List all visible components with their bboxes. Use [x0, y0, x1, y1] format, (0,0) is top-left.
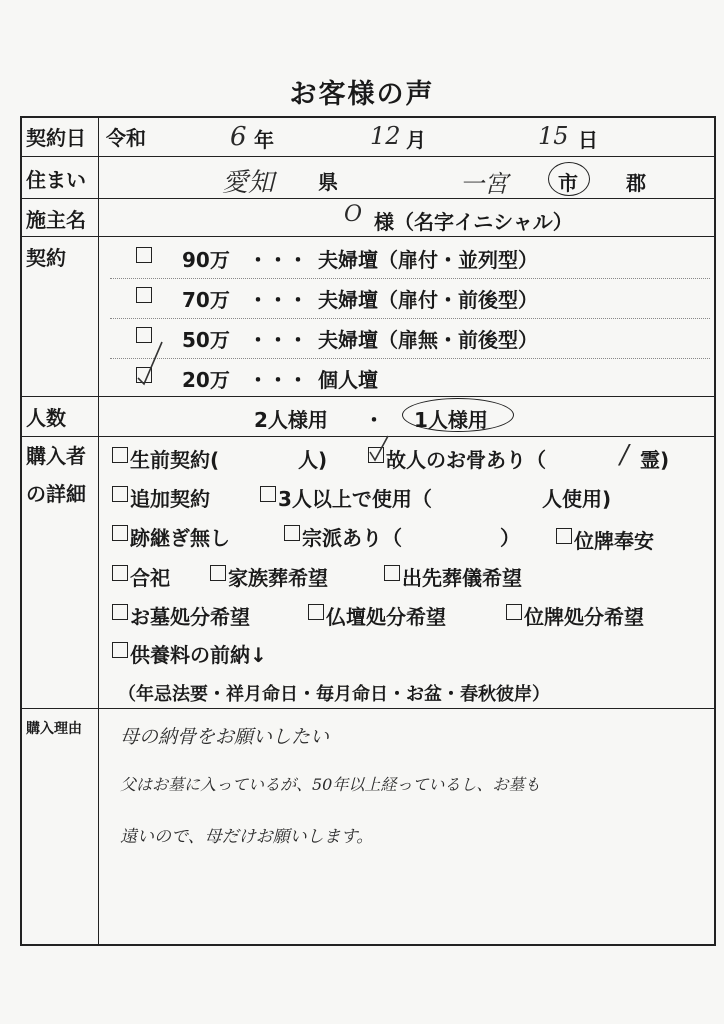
contract-option-type: 夫婦壇（扉付・並列型） — [318, 248, 538, 272]
contract-option-dots: ・・・ — [248, 248, 308, 272]
row-divider — [22, 198, 716, 199]
owner-initial-value[interactable]: O — [344, 202, 363, 227]
contract-option-dots: ・・・ — [248, 288, 308, 312]
offsite-funeral-label: 出先葬儀希望 — [402, 566, 522, 590]
memorial-note: （年忌法要・祥月命日・毎月命日・お盆・春秋彼岸） — [118, 684, 550, 705]
pre-contract-unit: 人) — [298, 448, 328, 472]
no-successor-checkbox[interactable] — [112, 525, 128, 541]
residence-label: 住まい — [26, 168, 86, 192]
contract-option-dots: ・・・ — [248, 368, 308, 392]
year-unit: 年 — [254, 128, 274, 152]
people-option-two[interactable]: 2人様用 — [254, 408, 328, 432]
sect-checkbox[interactable] — [284, 525, 300, 541]
people-option-one[interactable]: 1人様用 — [414, 408, 488, 432]
contract-label: 契約 — [26, 246, 66, 270]
month-unit: 月 — [406, 128, 426, 152]
offsite-funeral-checkbox[interactable] — [384, 565, 400, 581]
check-mark-icon — [132, 338, 172, 388]
additional-contract-checkbox[interactable] — [112, 486, 128, 502]
city-value[interactable]: 一宮 — [460, 170, 508, 198]
people-label: 人数 — [26, 406, 66, 430]
city-unit[interactable]: 市 — [558, 171, 578, 195]
tablet-enshrine-checkbox[interactable] — [556, 528, 572, 544]
users-unit: 人使用) — [542, 487, 612, 511]
three-or-more-checkbox[interactable] — [260, 486, 276, 502]
prefecture-value[interactable]: 愛知 — [222, 168, 275, 198]
sect-close: ） — [500, 526, 520, 550]
three-or-more-label: 3人以上で使用（ — [278, 487, 432, 511]
no-successor-label: 跡継ぎ無し — [130, 526, 230, 550]
purchase-reason-label: 購入理由 — [26, 721, 82, 737]
contract-option-type: 個人壇 — [318, 368, 378, 392]
pre-contract-label: 生前契約( — [130, 448, 220, 472]
altar-disposal-checkbox[interactable] — [308, 604, 324, 620]
option-divider — [110, 278, 710, 279]
customer-voice-form — [20, 116, 716, 946]
joint-burial-checkbox[interactable] — [112, 565, 128, 581]
prefecture-unit: 県 — [318, 170, 338, 194]
pre-contract-checkbox[interactable] — [112, 447, 128, 463]
remains-count-value[interactable]: / — [620, 440, 629, 470]
contract-option-checkbox[interactable] — [136, 287, 152, 303]
row-divider — [22, 156, 716, 157]
remains-unit: 霊) — [640, 448, 670, 472]
family-funeral-checkbox[interactable] — [210, 565, 226, 581]
contract-option-checkbox[interactable] — [136, 247, 152, 263]
grave-disposal-label: お墓処分希望 — [130, 605, 250, 629]
day-value[interactable]: 15 — [538, 122, 569, 150]
owner-name-suffix: 様（名字イニシャル） — [374, 210, 573, 234]
page-title: お客様の声 — [289, 79, 435, 110]
era-label: 令和 — [106, 126, 146, 150]
day-unit: 日 — [578, 128, 598, 152]
altar-disposal-label: 仏壇処分希望 — [326, 605, 446, 629]
purchaser-details-label: の詳細 — [26, 482, 86, 506]
reason-line[interactable]: 遠いので、母だけお願いします。 — [120, 827, 374, 847]
row-divider — [22, 236, 716, 237]
option-divider — [110, 358, 710, 359]
contract-option-type: 夫婦壇（扉無・前後型） — [318, 328, 538, 352]
row-divider — [22, 708, 716, 709]
contract-option-dots: ・・・ — [248, 328, 308, 352]
contract-date-label: 契約日 — [26, 126, 86, 150]
people-separator: ・ — [364, 408, 384, 432]
tablet-enshrine-label: 位牌奉安 — [574, 529, 654, 553]
district-unit[interactable]: 郡 — [626, 171, 646, 195]
reason-line[interactable]: 父はお墓に入っているが、50年以上経っているし、お墓も — [120, 775, 541, 794]
joint-burial-label: 合祀 — [130, 566, 170, 590]
remains-label: 故人のお骨あり（ — [386, 448, 546, 472]
additional-contract-label: 追加契約 — [130, 487, 210, 511]
tablet-disposal-label: 位牌処分希望 — [524, 605, 644, 629]
grave-disposal-checkbox[interactable] — [112, 604, 128, 620]
tablet-disposal-checkbox[interactable] — [506, 604, 522, 620]
option-divider — [110, 318, 710, 319]
contract-option-price: 70万 — [182, 288, 230, 312]
row-divider — [22, 396, 716, 397]
month-value[interactable]: 12 — [370, 122, 401, 150]
prepay-checkbox[interactable] — [112, 642, 128, 658]
contract-option-price: 50万 — [182, 328, 230, 352]
contract-option-price: 90万 — [182, 248, 230, 272]
reason-line[interactable]: 母の納骨をお願いしたい — [120, 726, 330, 748]
owner-name-label: 施主名 — [26, 208, 86, 232]
sect-label: 宗派あり（ — [302, 526, 402, 550]
prepay-label: 供養料の前納↓ — [130, 643, 267, 667]
label-column-divider — [98, 118, 99, 944]
contract-option-price: 20万 — [182, 368, 230, 392]
purchaser-details-label: 購入者 — [26, 444, 86, 468]
year-value[interactable]: 6 — [230, 122, 247, 152]
contract-option-type: 夫婦壇（扉付・前後型） — [318, 288, 538, 312]
family-funeral-label: 家族葬希望 — [228, 566, 328, 590]
